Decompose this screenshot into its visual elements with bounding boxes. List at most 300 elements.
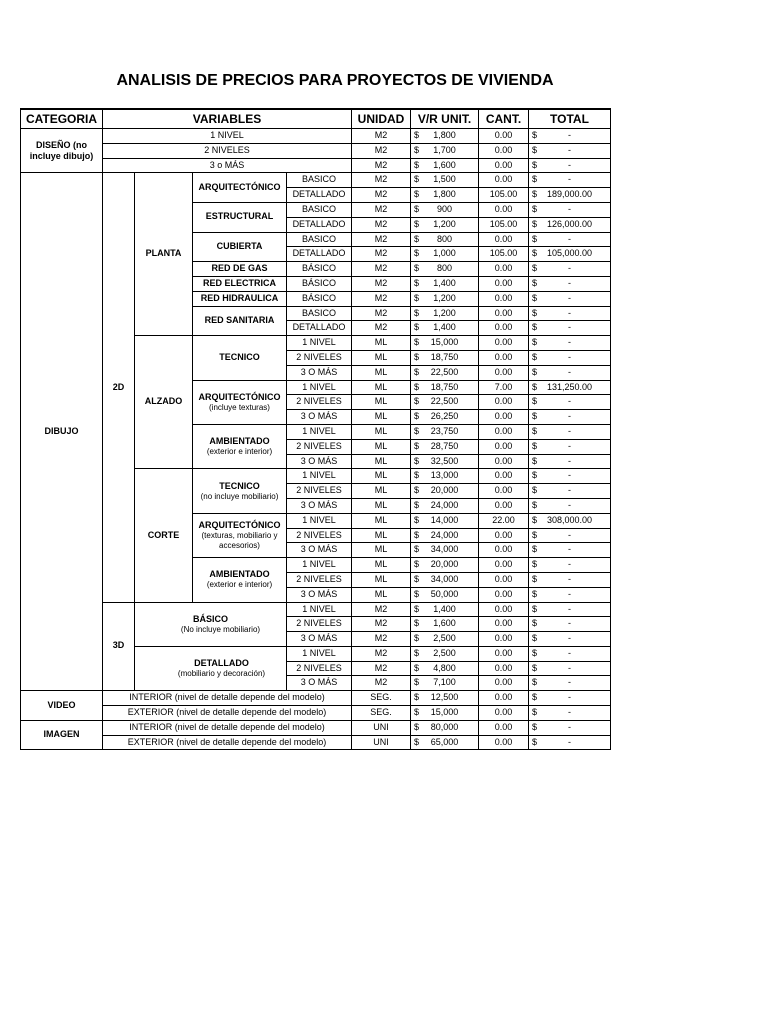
- unit-price-value: 1,800: [433, 189, 456, 200]
- unit-price-cell: [411, 336, 479, 351]
- total-value: -: [568, 144, 571, 155]
- unit-price-value: 800: [436, 233, 453, 244]
- quantity-cell: 0.00: [479, 202, 529, 217]
- quantity-cell: 0.00: [479, 469, 529, 484]
- currency-symbol: $: [532, 573, 538, 584]
- quantity-cell: 0.00: [479, 439, 529, 454]
- currency-symbol: $: [414, 411, 420, 422]
- total-cell: [529, 276, 611, 291]
- quantity-cell: 0.00: [479, 410, 529, 425]
- quantity-cell: 0.00: [479, 602, 529, 617]
- unit-price-value: 32,500: [430, 455, 459, 466]
- currency-symbol: $: [532, 189, 538, 200]
- item-corte-tecnico: [193, 469, 287, 513]
- total-cell: [529, 484, 611, 499]
- total-value: -: [568, 647, 571, 658]
- total-cell: [529, 291, 611, 306]
- quantity-cell: 0.00: [479, 587, 529, 602]
- unit-price-cell: [411, 646, 479, 661]
- currency-symbol: $: [532, 544, 538, 555]
- unit-cell: UNI: [352, 720, 411, 735]
- row-label: 3 O MÁS: [287, 498, 352, 513]
- unit-price-value: 20,000: [430, 485, 459, 496]
- currency-symbol: $: [532, 425, 538, 436]
- quantity-cell: 0.00: [479, 543, 529, 558]
- unit-cell: ML: [352, 498, 411, 513]
- currency-symbol: $: [532, 277, 538, 288]
- category-imagen: IMAGEN: [21, 720, 103, 750]
- unit-price-cell: [411, 424, 479, 439]
- unit-price-cell: [411, 587, 479, 602]
- unit-cell: M2: [352, 143, 411, 158]
- currency-symbol: $: [414, 603, 420, 614]
- currency-symbol: $: [414, 292, 420, 303]
- currency-symbol: $: [414, 633, 420, 644]
- currency-symbol: $: [414, 662, 420, 673]
- unit-price-value: 1,000: [433, 248, 456, 259]
- unit-price-cell: [411, 188, 479, 203]
- unit-price-cell: [411, 276, 479, 291]
- unit-cell: M2: [352, 173, 411, 188]
- unit-cell: M2: [352, 129, 411, 144]
- row-label: DETALLADO: [287, 321, 352, 336]
- total-value: -: [568, 529, 571, 540]
- total-value: -: [568, 233, 571, 244]
- total-value: -: [568, 721, 571, 732]
- unit-price-cell: [411, 720, 479, 735]
- total-value: -: [568, 411, 571, 422]
- total-value: 131,250.00: [546, 381, 593, 392]
- unit-price-value: 22,500: [430, 366, 459, 377]
- currency-symbol: $: [532, 263, 538, 274]
- unit-price-value: 15,000: [430, 337, 459, 348]
- quantity-cell: 105.00: [479, 188, 529, 203]
- currency-symbol: $: [414, 559, 420, 570]
- quantity-cell: 0.00: [479, 528, 529, 543]
- unit-price-cell: [411, 410, 479, 425]
- header-categoria: CATEGORIA: [21, 109, 103, 129]
- row-label: BÁSICO: [287, 276, 352, 291]
- unit-price-cell: [411, 528, 479, 543]
- currency-symbol: $: [414, 322, 420, 333]
- row-label: DETALLADO: [287, 188, 352, 203]
- currency-symbol: $: [532, 130, 538, 140]
- corte-tecnico-label: TECNICO: [219, 480, 260, 491]
- total-cell: [529, 380, 611, 395]
- diseno-note-2: incluye dibujo): [29, 150, 94, 161]
- total-value: -: [568, 277, 571, 288]
- row-label: 2 NIVELES: [287, 439, 352, 454]
- unit-cell: M2: [352, 262, 411, 277]
- total-cell: [529, 321, 611, 336]
- unit-price-value: 900: [436, 203, 453, 214]
- item-red-electrica: RED ELECTRICA: [193, 276, 287, 291]
- currency-symbol: $: [414, 677, 420, 688]
- currency-symbol: $: [532, 218, 538, 229]
- total-cell: [529, 706, 611, 721]
- currency-symbol: $: [414, 174, 420, 185]
- row-label: 2 NIVELES: [103, 143, 352, 158]
- currency-symbol: $: [414, 470, 420, 481]
- total-value: 126,000.00: [546, 218, 593, 229]
- subgroup-corte: CORTE: [135, 469, 193, 602]
- unit-price-cell: [411, 706, 479, 721]
- total-cell: [529, 543, 611, 558]
- total-value: 189,000.00: [546, 189, 593, 200]
- unit-price-value: 22,500: [430, 396, 459, 407]
- currency-symbol: $: [532, 692, 538, 703]
- unit-price-cell: [411, 291, 479, 306]
- quantity-cell: 0.00: [479, 424, 529, 439]
- row-label: 3 O MÁS: [287, 454, 352, 469]
- row-label: 3 o MÁS: [103, 158, 352, 173]
- total-cell: [529, 691, 611, 706]
- row-label: INTERIOR (nivel de detalle depende del modelo): [103, 691, 352, 706]
- currency-symbol: $: [414, 529, 420, 540]
- row-label: BASICO: [287, 232, 352, 247]
- total-cell: [529, 632, 611, 647]
- total-cell: [529, 188, 611, 203]
- row-label: 1 NIVEL: [287, 513, 352, 528]
- unit-cell: ML: [352, 528, 411, 543]
- quantity-cell: 0.00: [479, 706, 529, 721]
- total-cell: [529, 232, 611, 247]
- quantity-cell: 0.00: [479, 735, 529, 750]
- currency-symbol: $: [414, 396, 420, 407]
- header-cant: CANT.: [479, 109, 529, 129]
- page-title: ANALISIS DE PRECIOS PARA PROYECTOS DE VIVIENDA: [116, 72, 554, 89]
- total-cell: [529, 454, 611, 469]
- total-value: 105,000.00: [546, 248, 593, 259]
- currency-symbol: $: [532, 233, 538, 244]
- unit-cell: M2: [352, 676, 411, 691]
- currency-symbol: $: [414, 130, 420, 140]
- unit-price-cell: [411, 572, 479, 587]
- group-2d: 2D: [103, 173, 135, 602]
- unit-price-cell: [411, 365, 479, 380]
- currency-symbol: $: [532, 677, 538, 688]
- total-cell: [529, 247, 611, 262]
- total-cell: [529, 424, 611, 439]
- item-cubierta: CUBIERTA: [193, 232, 287, 262]
- unit-cell: M2: [352, 217, 411, 232]
- alzado-arq-label: ARQUITECTÓNICO: [198, 391, 281, 402]
- header-total: TOTAL: [529, 109, 611, 129]
- row-label: 1 NIVEL: [287, 336, 352, 351]
- unit-cell: ML: [352, 469, 411, 484]
- currency-symbol: $: [532, 351, 538, 362]
- row-label: 2 NIVELES: [287, 528, 352, 543]
- total-value: -: [568, 351, 571, 362]
- total-value: -: [568, 174, 571, 185]
- row-label: 3 O MÁS: [287, 543, 352, 558]
- quantity-cell: 0.00: [479, 646, 529, 661]
- unit-price-cell: [411, 350, 479, 365]
- total-value: -: [568, 292, 571, 303]
- total-value: -: [568, 322, 571, 333]
- currency-symbol: $: [532, 470, 538, 481]
- currency-symbol: $: [414, 485, 420, 496]
- unit-price-cell: [411, 676, 479, 691]
- total-cell: [529, 469, 611, 484]
- total-cell: [529, 602, 611, 617]
- group-3d: 3D: [103, 602, 135, 691]
- quantity-cell: 0.00: [479, 617, 529, 632]
- total-value: -: [568, 455, 571, 466]
- currency-symbol: $: [414, 647, 420, 658]
- unit-cell: ML: [352, 380, 411, 395]
- row-label: INTERIOR (nivel de detalle depende del modelo): [103, 720, 352, 735]
- currency-symbol: $: [414, 544, 420, 555]
- currency-symbol: $: [414, 159, 420, 170]
- currency-symbol: $: [414, 203, 420, 214]
- item-corte-ambientado: [193, 558, 287, 602]
- row-label: BASICO: [287, 202, 352, 217]
- unit-price-value: 24,000: [430, 529, 459, 540]
- total-value: -: [568, 307, 571, 318]
- currency-symbol: $: [532, 159, 538, 170]
- total-value: -: [568, 396, 571, 407]
- quantity-cell: 0.00: [479, 129, 529, 144]
- currency-symbol: $: [532, 440, 538, 451]
- currency-symbol: $: [532, 322, 538, 333]
- row-label: EXTERIOR (nivel de detalle depende del modelo): [103, 706, 352, 721]
- unit-cell: ML: [352, 558, 411, 573]
- total-cell: [529, 646, 611, 661]
- currency-symbol: $: [414, 499, 420, 510]
- unit-price-value: 800: [436, 263, 453, 274]
- row-label: 1 NIVEL: [287, 558, 352, 573]
- quantity-cell: 0.00: [479, 232, 529, 247]
- table-row: [21, 735, 611, 750]
- total-cell: [529, 676, 611, 691]
- unit-price-cell: [411, 173, 479, 188]
- currency-symbol: $: [414, 455, 420, 466]
- unit-cell: ML: [352, 543, 411, 558]
- currency-symbol: $: [414, 263, 420, 274]
- total-cell: [529, 158, 611, 173]
- item-alzado-arquitectonico: [193, 380, 287, 424]
- total-cell: [529, 528, 611, 543]
- table-row: [21, 173, 611, 188]
- row-label: 2 NIVELES: [287, 572, 352, 587]
- corte-amb-note: (exterior e interior): [206, 580, 273, 590]
- currency-symbol: $: [532, 337, 538, 348]
- currency-symbol: $: [532, 618, 538, 629]
- row-label: 1 NIVEL: [287, 469, 352, 484]
- item-corte-arquitectonico: [193, 513, 287, 557]
- unit-cell: UNI: [352, 735, 411, 750]
- unit-price-cell: [411, 543, 479, 558]
- currency-symbol: $: [532, 514, 538, 525]
- currency-symbol: $: [414, 189, 420, 200]
- row-label: 3 O MÁS: [287, 676, 352, 691]
- unit-cell: ML: [352, 395, 411, 410]
- item-alzado-tecnico: TECNICO: [193, 336, 287, 380]
- alzado-arq-note: (incluye texturas): [209, 402, 270, 412]
- currency-symbol: $: [532, 381, 538, 392]
- unit-price-cell: [411, 158, 479, 173]
- total-value: -: [568, 559, 571, 570]
- header-variables: VARIABLES: [103, 109, 352, 129]
- unit-price-cell: [411, 306, 479, 321]
- table-row: [21, 706, 611, 721]
- category-dibujo: DIBUJO: [21, 173, 103, 691]
- unit-price-value: 12,500: [430, 692, 459, 703]
- total-cell: [529, 410, 611, 425]
- total-value: -: [568, 263, 571, 274]
- quantity-cell: 0.00: [479, 498, 529, 513]
- unit-price-value: 80,000: [430, 721, 459, 732]
- unit-price-value: 18,750: [430, 381, 459, 392]
- total-cell: [529, 129, 611, 144]
- currency-symbol: $: [532, 707, 538, 718]
- total-cell: [529, 720, 611, 735]
- total-cell: [529, 143, 611, 158]
- item-alzado-ambientado: [193, 424, 287, 468]
- currency-symbol: $: [414, 425, 420, 436]
- header-vr-unit: V/R UNIT.: [411, 109, 479, 129]
- row-label: DETALLADO: [287, 247, 352, 262]
- unit-cell: SEG.: [352, 706, 411, 721]
- unit-price-cell: [411, 469, 479, 484]
- currency-symbol: $: [532, 396, 538, 407]
- total-cell: [529, 262, 611, 277]
- total-cell: [529, 513, 611, 528]
- quantity-cell: 0.00: [479, 572, 529, 587]
- total-value: -: [568, 499, 571, 510]
- total-cell: [529, 336, 611, 351]
- total-value: -: [568, 662, 571, 673]
- currency-symbol: $: [532, 529, 538, 540]
- unit-cell: ML: [352, 424, 411, 439]
- unit-price-value: 7,100: [433, 677, 456, 688]
- quantity-cell: 0.00: [479, 676, 529, 691]
- unit-cell: ML: [352, 572, 411, 587]
- currency-symbol: $: [414, 337, 420, 348]
- table-row: [21, 602, 611, 617]
- detallado3d-note: (mobiliario y decoración): [177, 669, 266, 679]
- item-3d-basico: [135, 602, 287, 646]
- unit-price-cell: [411, 232, 479, 247]
- quantity-cell: 0.00: [479, 365, 529, 380]
- unit-price-cell: [411, 143, 479, 158]
- unit-price-cell: [411, 617, 479, 632]
- quantity-cell: 105.00: [479, 247, 529, 262]
- unit-cell: M2: [352, 646, 411, 661]
- unit-cell: ML: [352, 365, 411, 380]
- currency-symbol: $: [414, 440, 420, 451]
- quantity-cell: 0.00: [479, 158, 529, 173]
- unit-price-value: 28,750: [430, 440, 459, 451]
- quantity-cell: 0.00: [479, 276, 529, 291]
- total-value: -: [568, 573, 571, 584]
- unit-price-cell: [411, 454, 479, 469]
- table-row: [21, 158, 611, 173]
- unit-cell: M2: [352, 247, 411, 262]
- currency-symbol: $: [414, 381, 420, 392]
- basico3d-label: BÁSICO: [192, 613, 228, 624]
- total-value: -: [568, 707, 571, 718]
- currency-symbol: $: [532, 736, 538, 747]
- row-label: 2 NIVELES: [287, 661, 352, 676]
- total-value: -: [568, 692, 571, 703]
- row-label: EXTERIOR (nivel de detalle depende del modelo): [103, 735, 352, 750]
- unit-price-cell: [411, 558, 479, 573]
- subgroup-alzado: ALZADO: [135, 336, 193, 469]
- quantity-cell: 0.00: [479, 143, 529, 158]
- unit-price-cell: [411, 735, 479, 750]
- total-cell: [529, 395, 611, 410]
- currency-symbol: $: [414, 144, 420, 155]
- quantity-cell: 0.00: [479, 306, 529, 321]
- quantity-cell: 22.00: [479, 513, 529, 528]
- total-value: -: [568, 425, 571, 436]
- unit-cell: M2: [352, 632, 411, 647]
- unit-price-cell: [411, 247, 479, 262]
- total-value: -: [568, 337, 571, 348]
- row-label: 3 O MÁS: [287, 365, 352, 380]
- unit-price-value: 1,400: [433, 322, 456, 333]
- currency-symbol: $: [532, 203, 538, 214]
- row-label: 2 NIVELES: [287, 395, 352, 410]
- row-label: 1 NIVEL: [287, 646, 352, 661]
- unit-price-cell: [411, 262, 479, 277]
- unit-price-cell: [411, 661, 479, 676]
- total-cell: [529, 661, 611, 676]
- total-cell: [529, 617, 611, 632]
- table-row: [21, 129, 611, 144]
- currency-symbol: $: [414, 277, 420, 288]
- unit-cell: M2: [352, 276, 411, 291]
- unit-cell: ML: [352, 439, 411, 454]
- item-arquitectonico: ARQUITECTÓNICO: [193, 173, 287, 203]
- currency-symbol: $: [414, 692, 420, 703]
- currency-symbol: $: [414, 736, 420, 747]
- unit-price-value: 13,000: [430, 470, 459, 481]
- row-label: DETALLADO: [287, 217, 352, 232]
- total-cell: [529, 498, 611, 513]
- unit-price-value: 14,000: [430, 514, 459, 525]
- unit-price-cell: [411, 484, 479, 499]
- total-value: -: [568, 485, 571, 496]
- currency-symbol: $: [414, 573, 420, 584]
- row-label: 1 NIVEL: [287, 380, 352, 395]
- corte-arq-note: (texturas, mobiliario y accesorios): [201, 530, 278, 550]
- basico3d-note: (No incluye mobiliario): [180, 624, 261, 634]
- diseno-label: DISEÑO (: [35, 139, 76, 150]
- unit-cell: M2: [352, 306, 411, 321]
- currency-symbol: $: [532, 588, 538, 599]
- currency-symbol: $: [532, 633, 538, 644]
- quantity-cell: 0.00: [479, 720, 529, 735]
- currency-symbol: $: [532, 721, 538, 732]
- unit-cell: M2: [352, 321, 411, 336]
- total-value: -: [568, 203, 571, 214]
- row-label: 1 NIVEL: [287, 602, 352, 617]
- unit-cell: M2: [352, 602, 411, 617]
- row-label: 1 NIVEL: [287, 424, 352, 439]
- subgroup-planta: PLANTA: [135, 173, 193, 336]
- unit-cell: ML: [352, 454, 411, 469]
- unit-cell: SEG.: [352, 691, 411, 706]
- currency-symbol: $: [414, 233, 420, 244]
- unit-price-cell: [411, 129, 479, 144]
- row-label: 2 NIVELES: [287, 484, 352, 499]
- quantity-cell: 0.00: [479, 321, 529, 336]
- ambientado-note: (exterior e interior): [206, 447, 273, 457]
- total-value: -: [568, 544, 571, 555]
